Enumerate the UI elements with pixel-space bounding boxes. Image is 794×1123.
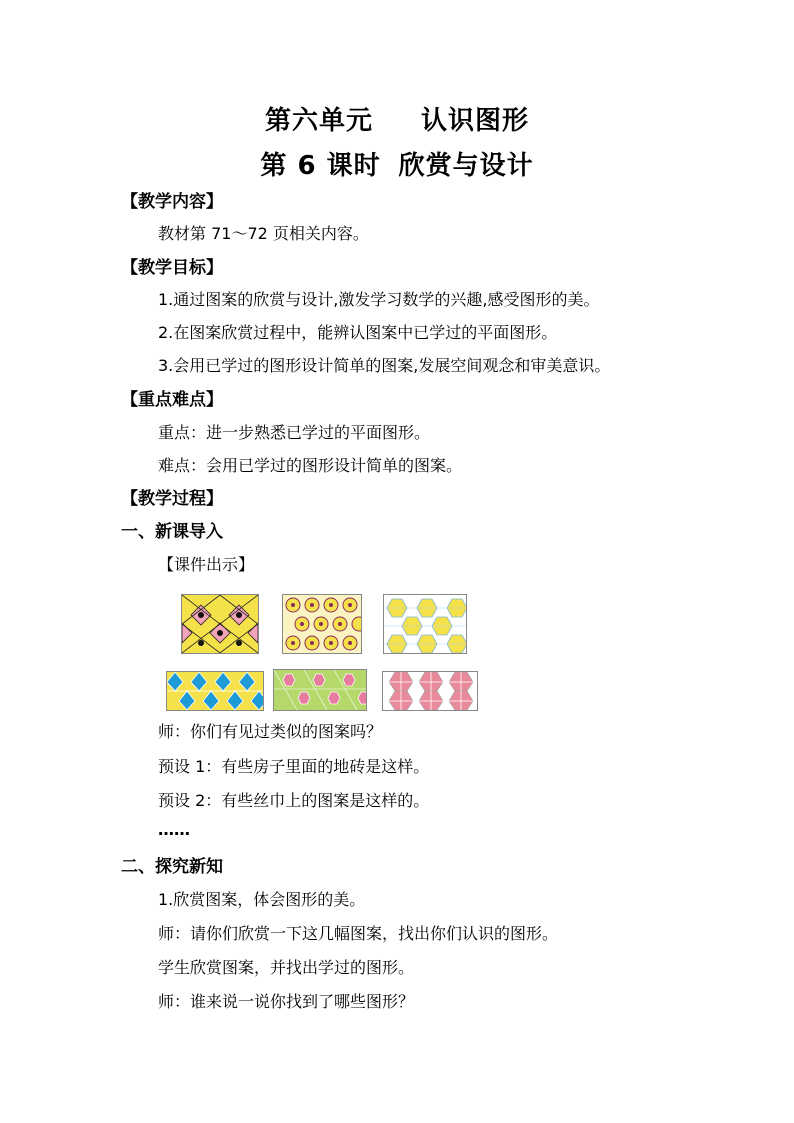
section2-line-3: 学生欣赏图案，并找出学过的图形。 — [158, 958, 415, 977]
preset-answer-1: 预设 1：有些房子里面的地砖是这样。 — [158, 757, 430, 776]
lesson-title — [0, 145, 794, 182]
section2-line-4: 师：谁来说一说你找到了哪些图形？ — [158, 992, 415, 1011]
content-text: 教材第 71～72 页相关内容。 — [158, 224, 369, 243]
section2-line-2: 师：请你们欣赏一下这几幅图案，找出你们认识的图形。 — [158, 924, 559, 943]
goal-item-2: 2.在图案欣赏过程中，能辨认图案中已学过的平面图形。 — [158, 323, 558, 342]
goals-heading: 【教学目标】 — [121, 258, 223, 278]
goal-item-1: 1.通过图案的欣赏与设计,激发学习数学的兴趣,感受图形的美。 — [158, 290, 600, 309]
lesson-name: 欣赏与设计 — [398, 151, 534, 181]
preset-answer-2: 预设 2：有些丝巾上的图案是这样的。 — [158, 791, 430, 810]
unit-label: 第六单元 — [264, 106, 373, 136]
unit-title — [0, 100, 794, 137]
key-heading: 【重点难点】 — [121, 390, 223, 410]
section1-title: 一、新课导入 — [121, 522, 223, 542]
circle-star-pattern — [282, 594, 362, 654]
pink-square-diamond-pattern — [382, 671, 478, 711]
yellow-octagon-square-pattern — [181, 594, 259, 654]
content-heading: 【教学内容】 — [121, 192, 223, 212]
section2-line-1: 1.欣赏图案，体会图形的美。 — [158, 890, 366, 909]
goal-item-3: 3.会用已学过的图形设计简单的图案,发展空间观念和审美意识。 — [158, 356, 611, 375]
unit-topic: 认识图形 — [421, 106, 530, 136]
ellipsis: …… — [158, 820, 190, 839]
hexagon-triangle-pattern — [383, 594, 467, 654]
blue-diamond-pattern — [166, 671, 264, 711]
section2-title: 二、探究新知 — [121, 857, 223, 877]
key-focus: 重点：进一步熟悉已学过的平面图形。 — [158, 423, 431, 442]
lesson-number: 第 6 课时 — [260, 151, 381, 181]
key-difficulty: 难点：会用已学过的图形设计简单的图案。 — [158, 456, 463, 475]
process-heading: 【教学过程】 — [121, 489, 223, 509]
green-hexagon-star-pattern — [273, 669, 367, 711]
courseware-label: 【课件出示】 — [158, 555, 255, 574]
teacher-question: 师：你们有见过类似的图案吗？ — [158, 722, 383, 741]
